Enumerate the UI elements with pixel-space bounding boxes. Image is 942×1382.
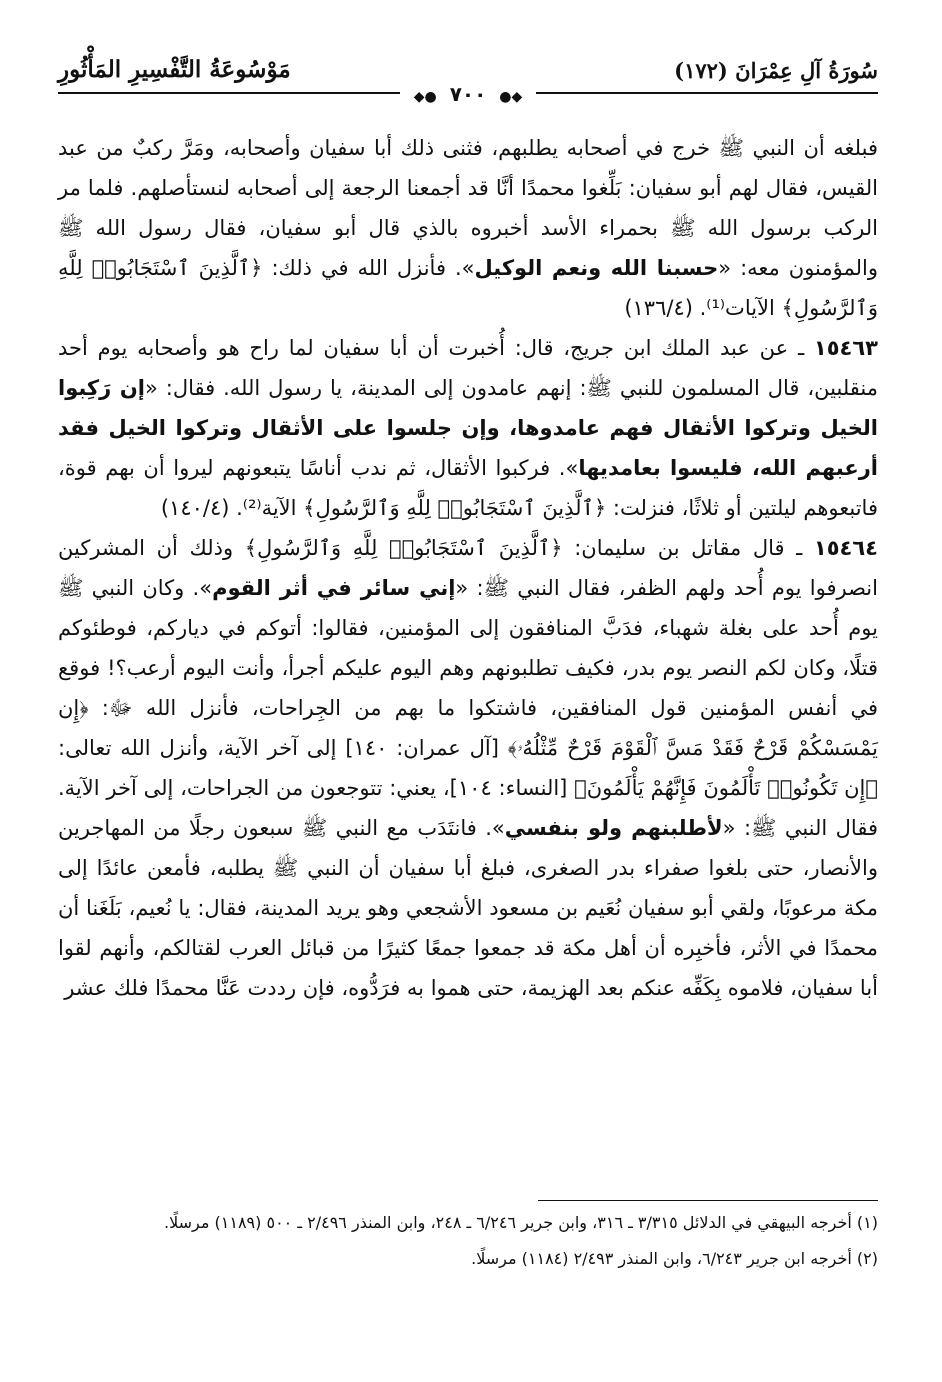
page-number: ٧٠٠: [449, 82, 487, 106]
quran-verse: ﴿إِن تَكُونُوا۟ تَأْلَمُونَ فَإِنَّهُمْ يَأْلَمُونَ﴾: [574, 776, 878, 800]
surah-title: سُورَةُ آلِ عِمْرَانَ (١٧٢): [674, 58, 878, 83]
quran-verse: ﴿ٱلَّذِينَ ٱسْتَجَابُوا۟ لِلَّهِ وَٱلرَّسُولِ﴾: [303, 496, 607, 520]
text-segment: ». فركبوا الأثقال، ثم ندب أناسًا يتبعونهم ليروا أن بهم قوة، فاتبعوهم ليلتين أو ثلاثًا، فنزلت:: [58, 456, 878, 520]
text-segment: ـ قال مقاتل بن سليمان:: [562, 536, 814, 560]
footnotes: [58, 1208, 878, 1280]
text-segment: فبلغه أن النبي ﷺ خرج في أصحابه يطلبهم، فثنى ذلك أبا سفيان وأصحابه، ومَرَّ ركبٌ من عبد القيس، فقال لهم أبو سفيان: بَلِّغوا محمدًا أنَّا قد أجمعنا الرجعة إلى أصحابه لنستأصلهم. فلما مر الركب برسول الله ﷺ بحمراء الأسد أخبروه بالذي قال أبو سفيان، فقال رسول الله ﷺ والمؤمنون معه: «: [58, 136, 878, 280]
narration-number: ١٥٤٦٤: [813, 536, 878, 560]
text-segment: [النساء: ١٠٤]، يعني: تتوجعون من الجراحات، إلى آخر الآية. فقال النبي ﷺ: «: [58, 776, 878, 840]
narration-number: ١٥٤٦٣: [813, 336, 878, 360]
right-ornament-icon: ●◆: [499, 89, 523, 105]
paragraph: [58, 128, 878, 328]
text-segment: الآية: [261, 496, 304, 520]
text-segment: ⁽¹⁾: [706, 296, 726, 320]
text-segment: ». فانتَدَب مع النبي ﷺ سبعون رجلًا من المهاجرين والأنصار، حتى بلغوا صفراء بدر الصغرى، فبلغ أبا سفيان أن النبي ﷺ يطلبه، فأمعن عائدًا إلى مكة مرعوبًا، ولقي أبو سفيان نُعَيم بن مسعود الأشجعي وهو يريد المدينة، فقال: يا نُعيم، بَلَغَنا أن محمدًا في الأثر، فأخبِره أن أهل مكة قد جمعوا جمعًا كثيرًا من قبائل العرب لقتالكم، وأنهم لقوا أبا سفيان، فلاموه بِكَفِّه عنكم بعد الهزيمة، حتى هموا به فرَدُّوه، فإن رددت عَنَّا محمدًا فلك عشر: [58, 816, 878, 1000]
text-segment: ⁽²⁾: [242, 496, 262, 520]
text-segment: . (١٤٠/٤): [160, 496, 243, 520]
paragraph: [58, 528, 878, 1008]
text-segment: وذلك أن المشركين انصرفوا يوم أُحد ولهم الظفر، فقال النبي ﷺ: «: [58, 536, 878, 600]
text-segment: ». وكان النبي ﷺ يوم أُحد على بغلة شهباء، فدَبَّ المنافقون إلى المؤمنين، فقالوا: أتوكم في دياركم، فوطئوكم قتلًا، وكان لكم النصر يوم بدر، فكيف تطلبونهم وهم اليوم عليكم أجرأ، وأنت اليوم أرعب؟! فوقع في أنفس المؤمنين قول المنافقين، فاشتكوا ما بهم من الجِراحات، فأنزل الله ﷻ:: [58, 576, 878, 720]
book-title: مَوْسُوعَةُ التَّفْسِيرِ المَأْثُورِ: [58, 56, 291, 83]
text-segment: [آل عمران: ١٤٠] إلى آخر الآية، وأنزل الله تعالى:: [58, 736, 508, 760]
hadith-quote: حسبنا الله ونعم الوكيل: [474, 256, 719, 280]
left-ornament-icon: ◆●: [413, 89, 437, 105]
page-number-wrap: [58, 82, 878, 106]
hadith-quote: لأطلبنهم ولو بنفسي: [504, 816, 723, 840]
text-segment: الآيات: [725, 296, 782, 320]
quran-verse: ﴿ٱلَّذِينَ ٱسْتَجَابُوا۟ لِلَّهِ وَٱلرَّسُولِ﴾: [244, 536, 563, 560]
text-segment: ـ عن عبد الملك ابن جريج، قال: أُخبرت أن أبا سفيان لما راح هو وأصحابه يوم أحد منقلبين، قال المسلمون للنبي ﷺ: إنهم عامدون إلى المدينة، يا رسول الله. فقال: «: [58, 336, 878, 400]
main-text: [58, 128, 878, 1008]
text-segment: . (١٣٦/٤): [624, 296, 707, 320]
hadith-quote: إني سائر في أثر القوم: [212, 576, 456, 600]
paragraph: [58, 328, 878, 528]
footnote-rule: [538, 1200, 878, 1201]
footnote: (١) أخرجه البيهقي في الدلائل ٣/٣١٥ ـ ٣١٦، وابن جرير ٦/٢٤٦ ـ ٢٤٨، وابن المنذر ٢/٤٩٦ ـ ٥٠٠ (١١٨٩) مرسلًا.: [164, 1213, 878, 1232]
text-segment: ». فأنزل الله في ذلك:: [262, 256, 475, 280]
hadith-quote: إن رَكِبوا الخيل وتركوا الأثقال فهم عامدوها، وإن جلسوا على الأثقال وتركوا الخيل فقد أرعبهم الله، فليسوا بعامديها: [58, 376, 878, 480]
quran-verse: ﴿ٱلَّذِينَ ٱسْتَجَابُوا۟ لِلَّهِ وَٱلرَّسُولِ﴾: [58, 256, 878, 320]
footnote: (٢) أخرجه ابن جرير ٦/٢٤٣، وابن المنذر ٢/٤٩٣ (١١٨٤) مرسلًا.: [471, 1249, 878, 1268]
quran-verse: ﴿إِن يَمْسَسْكُمْ قَرْحٌ فَقَدْ مَسَّ ٱلْقَوْمَ قَرْحٌ مِّثْلُهُۥ﴾: [58, 696, 878, 760]
